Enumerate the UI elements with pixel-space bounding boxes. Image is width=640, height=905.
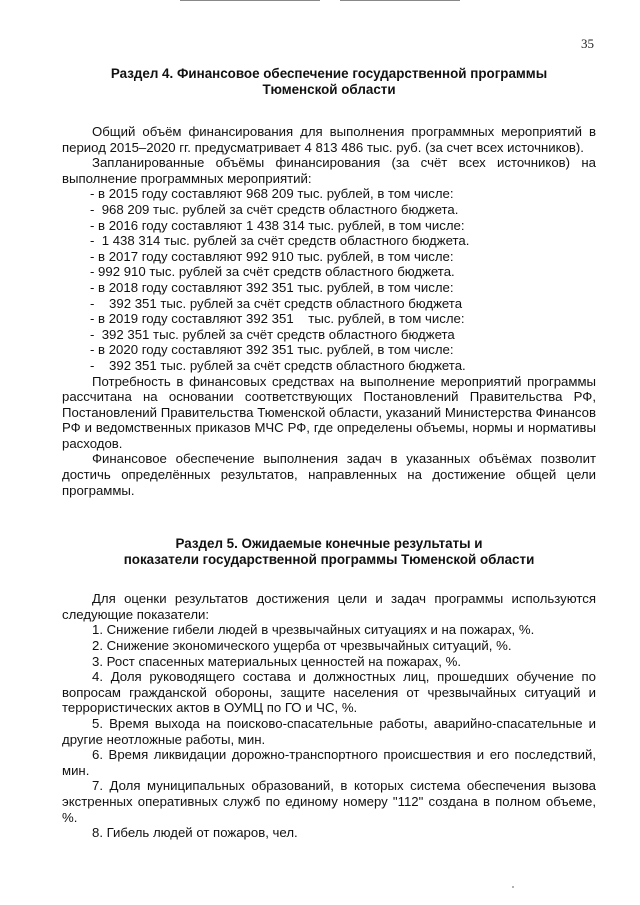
funding-item: - в 2018 году составляют 392 351 тыс. рублей, в том числе: xyxy=(90,279,454,295)
funding-list xyxy=(62,186,596,373)
section-5-title-line: Раздел 5. Ожидаемые конечные результаты и xyxy=(175,536,483,552)
section-5-title xyxy=(62,536,596,568)
funding-item: - в 2016 году составляют 1 438 314 тыс. рублей, в том числе: xyxy=(90,217,465,233)
section-4 xyxy=(62,66,596,498)
section-4-intro: Общий объём финансирования для выполнения программных мероприятий в период 2015–2020 гг. предусматривает 4 813 486 тыс. руб. (за счет всех источников). xyxy=(62,124,596,155)
funding-item: - 392 351 тыс. рублей за счёт средств областного бюджета xyxy=(90,295,463,311)
indicator-item: 3. Рост спасенных материальных ценностей на пожарах, %. xyxy=(92,653,461,669)
scan-edge-line-right xyxy=(340,0,460,1)
section-4-title-line: Раздел 4. Финансовое обеспечение государственной программы xyxy=(110,66,548,81)
funding-item: - в 2015 году составляют 968 209 тыс. рублей, в том числе: xyxy=(90,186,454,202)
funding-item: - 392 351 тыс. рублей за счёт средств областного бюджета xyxy=(90,326,455,342)
indicator-item: 6. Время ликвидации дорожно-транспортного происшествия и его последствий, мин. xyxy=(62,747,596,778)
document-body xyxy=(62,66,596,841)
indicator-item: 2. Снижение экономического ущерба от чрезвычайных ситуаций, %. xyxy=(92,638,512,654)
scan-speck xyxy=(512,886,514,888)
section-4-conclusion: Финансовое обеспечение выполнения задач в указанных объёмах позволит достичь определённых результатов, направленных на достижение общей цели программы. xyxy=(62,451,596,498)
page-number: 35 xyxy=(581,36,594,51)
funding-item: - 1 438 314 тыс. рублей за счёт средств областного бюджета. xyxy=(90,233,470,249)
indicator-list xyxy=(62,622,596,840)
funding-item: - 968 209 тыс. рублей за счёт средств областного бюджета. xyxy=(90,201,459,217)
indicator-item: 5. Время выхода на поисково-спасательные работы, аварийно-спасательные и другие неотложные работы, мин. xyxy=(62,716,596,747)
funding-item: - 392 351 тыс. рублей за счёт средств областного бюджета. xyxy=(90,357,466,373)
section-4-planned: Запланированные объёмы финансирования (за счёт всех источников) на выполнение программных мероприятий: xyxy=(62,155,596,186)
indicator-item: 8. Гибель людей от пожаров, чел. xyxy=(92,825,298,841)
section-4-need: Потребность в финансовых средствах на выполнение мероприятий программы рассчитана на основании соответствующих Постановлений Правительства РФ, Постановлений Правительства Тюменской области, указаний Министерства Финансов РФ и ведомственных приказов МЧС РФ, где определены объемы, нормы и нормативы расходов. xyxy=(62,373,596,451)
funding-item: - 992 910 тыс. рублей за счёт средств областного бюджета. xyxy=(90,264,455,280)
section-4-title-line: Тюменской области xyxy=(262,82,396,97)
section-5-intro: Для оценки результатов достижения цели и задач программы используются следующие показатели: xyxy=(62,591,596,622)
indicator-item: 1. Снижение гибели людей в чрезвычайных ситуациях и на пожарах, %. xyxy=(92,622,535,638)
indicator-item: 4. Доля руководящего состава и должностных лиц, прошедших обучение по вопросам гражданской обороны, защите населения от чрезвычайных ситуаций и террористических актов в ОУМЦ по ГО и ЧС, %. xyxy=(62,669,596,716)
funding-item: - в 2020 году составляют 392 351 тыс. рублей, в том числе: xyxy=(90,342,454,358)
indicator-item: 7. Доля муниципальных образований, в которых система обеспечения вызова экстренных оперативных служб по единому номеру "112" создана в полном объеме, %. xyxy=(62,778,596,825)
section-5-title-line: показатели государственной программы Тюменской области xyxy=(123,552,535,568)
section-4-title xyxy=(62,66,596,98)
scan-edge-line-left xyxy=(180,0,320,1)
funding-item: - в 2017 году составляют 992 910 тыс. рублей, в том числе: xyxy=(90,248,454,264)
funding-item: - в 2019 году составляют 392 351 тыс. рублей, в том числе: xyxy=(90,311,465,327)
section-5 xyxy=(62,536,596,841)
